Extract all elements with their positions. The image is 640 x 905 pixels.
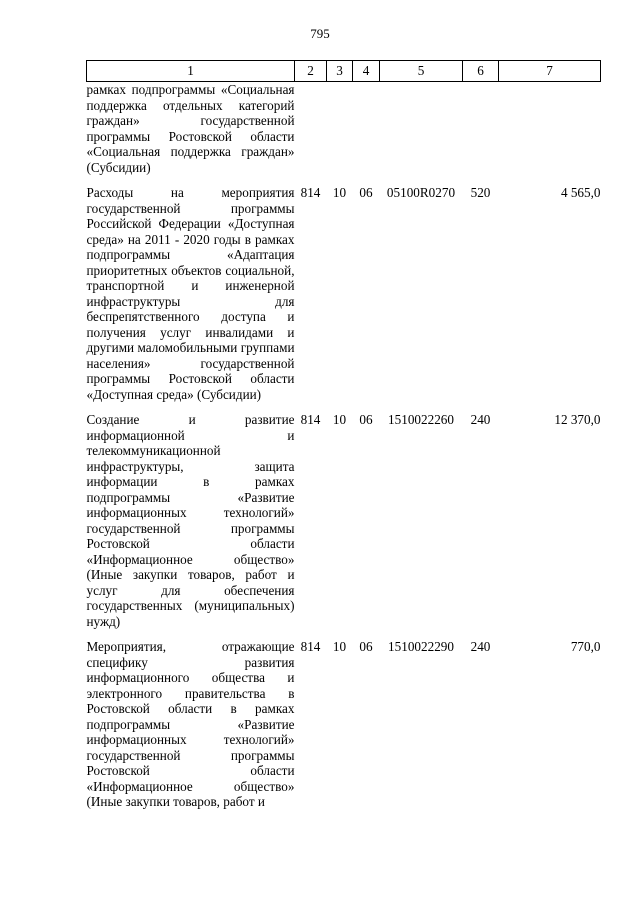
row-expense-type: 240	[470, 412, 491, 427]
column-header-4: 4	[353, 61, 380, 82]
column-header-3: 3	[327, 61, 353, 82]
row-amount	[499, 82, 601, 176]
row-section-code: 10	[332, 639, 347, 654]
row-target-article: 1510022260	[388, 412, 454, 427]
table-row	[87, 185, 601, 402]
row-ministry-code: 814	[300, 185, 321, 200]
row-target-article: 05100R0270	[386, 185, 456, 200]
row-expense-type: 520	[470, 185, 491, 200]
table-row	[87, 82, 601, 176]
column-header-7: 7	[499, 61, 601, 82]
row-description: Мероприятия, отражающие специфику развития информационного общества и электронного правительства в Ростовской области в рамках подпрограммы «Развитие информационных технологий» государственной программы Ростовской области «Информационное общество» (Иные закупки товаров, работ и	[86, 639, 295, 809]
row-description: Расходы на мероприятия государственной программы Российской Федерации «Доступная среда» на 2011 - 2020 годы в рамках подпрограммы «Адаптация приоритетных объектов социальной, транспортной и инженерной инфраструктуры для беспрепятственного доступа и получения услуг инвалидами и другими маломобильными группами населения» государственной программы Ростовской области «Доступная среда» (Субсидии)	[86, 185, 295, 402]
budget-table	[86, 60, 601, 810]
row-expense-type: 240	[470, 639, 491, 654]
row-ministry-code: 814	[300, 412, 321, 427]
row-expense-type	[463, 82, 499, 176]
page-number: 795	[310, 26, 330, 41]
row-ministry-code: 814	[300, 639, 321, 654]
row-amount: 770,0	[570, 639, 601, 654]
table-row	[87, 639, 601, 810]
row-target-article	[380, 82, 463, 176]
table-header-row	[87, 61, 601, 82]
row-amount: 12 370,0	[554, 412, 601, 427]
row-subsection-code: 06	[359, 185, 373, 200]
row-amount: 4 565,0	[560, 185, 601, 200]
row-description: Создание и развитие информационной и телекоммуникационной инфраструктуры, защита информации в рамках подпрограммы «Развитие информационных технологий» государственной программы Ростовской области «Информационное общество» (Иные закупки товаров, работ и услуг для обеспечения государственных (муниципальных) нужд)	[86, 412, 295, 629]
row-description: рамках подпрограммы «Социальная поддержка отдельных категорий граждан» государственной программы Ростовской области «Социальная поддержка граждан» (Субсидии)	[86, 82, 295, 175]
row-subsection-code: 06	[359, 639, 373, 654]
column-header-5: 5	[380, 61, 463, 82]
row-target-article: 1510022290	[388, 639, 454, 654]
column-header-1: 1	[87, 61, 295, 82]
row-section-code	[327, 82, 353, 176]
row-section-code: 10	[332, 412, 347, 427]
row-ministry-code	[295, 82, 327, 176]
column-header-2: 2	[295, 61, 327, 82]
row-section-code: 10	[332, 185, 347, 200]
row-subsection-code: 06	[359, 412, 373, 427]
row-subsection-code	[353, 82, 380, 176]
column-header-6: 6	[463, 61, 499, 82]
table-row	[87, 412, 601, 629]
